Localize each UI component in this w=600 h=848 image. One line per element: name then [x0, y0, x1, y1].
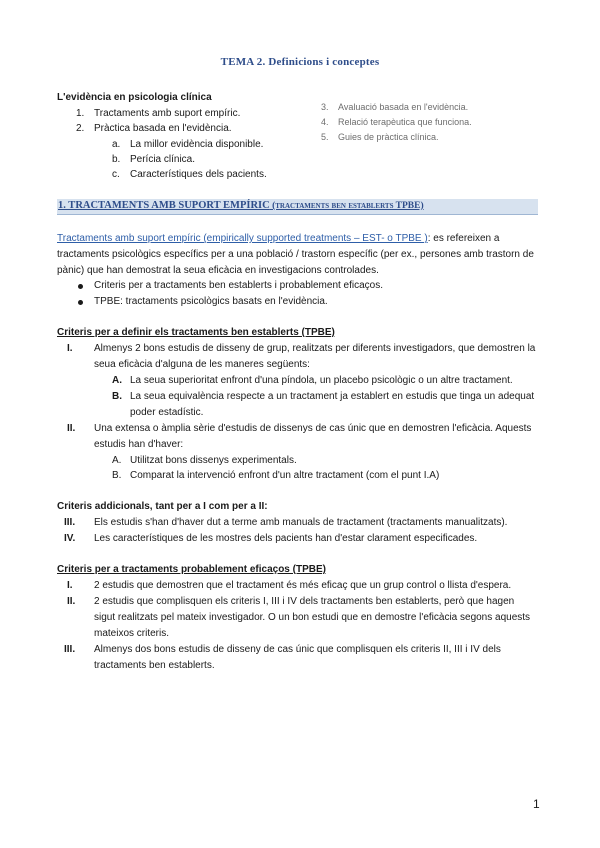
criteria-subtext: Utilitzat bons dissenys experimentals.	[130, 455, 297, 466]
criteria-subtext: La seua superioritat enfront d'una píndola, un placebo psicològic o un altre tractament.	[130, 375, 513, 386]
list-item-num: 3.	[321, 102, 329, 112]
criteria-text: Almenys 2 bons estudis de disseny de grup, realitzats per diferents investigadors, que demostren la	[94, 343, 536, 354]
list-item-num: 5.	[321, 132, 329, 142]
criteria-subtext: poder estadístic.	[130, 407, 204, 418]
criteria-subtext: La seua equivalència respecte a un tractament ja establert en estudis que tinga un adequat	[130, 391, 535, 402]
list-item: Avaluació basada en l'evidència.	[338, 102, 469, 112]
bullet-item: TPBE: tractaments psicològics basats en l'evidència.	[94, 296, 328, 307]
roman-num: I.	[67, 580, 73, 591]
sub-item: La millor evidència disponible.	[130, 139, 264, 150]
criteria-text: 2 estudis que complisquen els criteris I, III i IV dels tractaments ben establerts, però que hagen	[94, 596, 515, 607]
intro-line-1	[57, 231, 543, 247]
intro-line-2: tractaments psicològics específics per a una població / trastorn específic (per ex., persones amb trastorn de	[57, 249, 534, 260]
bullet-item: Criteris per a tractaments ben establerts i probablement eficaços.	[94, 280, 384, 291]
page-number: 1	[533, 797, 540, 811]
evidence-heading: L'evidència en psicologia clínica	[57, 92, 212, 103]
sub-item-num: a.	[112, 139, 121, 150]
list-item: Guies de pràctica clínica.	[338, 132, 439, 142]
criteria-text: 2 estudis que demostren que el tractament és més eficaç que un grup control o llista d'espera.	[94, 580, 512, 591]
letter-num: A.	[112, 455, 122, 466]
criteria-text: tractaments ben establerts.	[94, 660, 215, 671]
roman-num: II.	[67, 423, 76, 434]
list-item: Relació terapèutica que funciona.	[338, 117, 472, 127]
criteria-subtext: Comparat la intervenció enfront d'un altre tractament (com el punt I.A)	[130, 470, 440, 481]
criteria-text: Una extensa o àmplia sèrie d'estudis de dissenys de cas únic que en demostren l'eficàcia. Aquests	[94, 423, 532, 434]
sub-item: Característiques dels pacients.	[130, 169, 267, 180]
list-item-num: 4.	[321, 117, 329, 127]
section-heading-paren: (tractaments ben establerts TPBE)	[269, 201, 424, 211]
sub-item-num: b.	[112, 154, 121, 165]
list-item: Pràctica basada en l'evidència.	[94, 123, 232, 134]
roman-num: III.	[64, 644, 76, 655]
criteria-text: Les característiques de les mostres dels pacients han d'estar clarament especificades.	[94, 533, 478, 544]
additional-heading: Criteris addicionals, tant per a I com per a II:	[57, 501, 268, 512]
list-item: Tractaments amb suport empíric.	[94, 108, 241, 119]
sub-item-num: c.	[112, 169, 120, 180]
criteria-text: Almenys dos bons estudis de disseny de cas únic que complisquen els criteris II, III i IV dels	[94, 644, 501, 655]
probable-heading: Criteris per a tractaments probablement eficaços (TPBE)	[57, 564, 326, 575]
criteria-text: mateixos criteris.	[94, 628, 170, 639]
sub-item: Perícia clínica.	[130, 154, 196, 165]
letter-num: B.	[112, 470, 122, 481]
intro-line-3: pànic) que han demostrat la seua eficàcia en investigacions controlades.	[57, 265, 379, 276]
roman-num: I.	[67, 343, 73, 354]
criteria-text: sigut realitzats pel mateix investigador. O un bon estudi que en demostre l'eficàcia segons aquests	[94, 612, 531, 623]
intro-rest: : es refereixen a	[427, 233, 500, 244]
section-heading-main: 1. TRACTAMENTS AMB SUPORT EMPÍRIC	[58, 200, 270, 211]
letter-num: A.	[112, 375, 122, 386]
section-heading	[58, 200, 424, 211]
roman-num: IV.	[64, 533, 76, 544]
roman-num: III.	[64, 517, 76, 528]
roman-num: II.	[67, 596, 76, 607]
list-item-num: 2.	[76, 123, 85, 134]
intro-link[interactable]: Tractaments amb suport empíric (empirically supported treatments – EST- o TPBE )	[57, 233, 428, 244]
bullet-icon	[78, 284, 83, 289]
bullet-icon	[78, 300, 83, 305]
page-title: TEMA 2. Definicions i conceptes	[220, 56, 380, 68]
criteria-text: estudis han d'haver:	[94, 439, 184, 450]
letter-num: B.	[112, 391, 122, 402]
list-item-num: 1.	[76, 108, 85, 119]
criteria-text: Els estudis s'han d'haver dut a terme amb manuals de tractament (tractaments manualitzats).	[94, 517, 508, 528]
criteria-text: seua eficàcia d'alguna de les maneres següents:	[94, 359, 310, 370]
criteria-heading: Criteris per a definir els tractaments ben establerts (TPBE)	[57, 327, 335, 338]
